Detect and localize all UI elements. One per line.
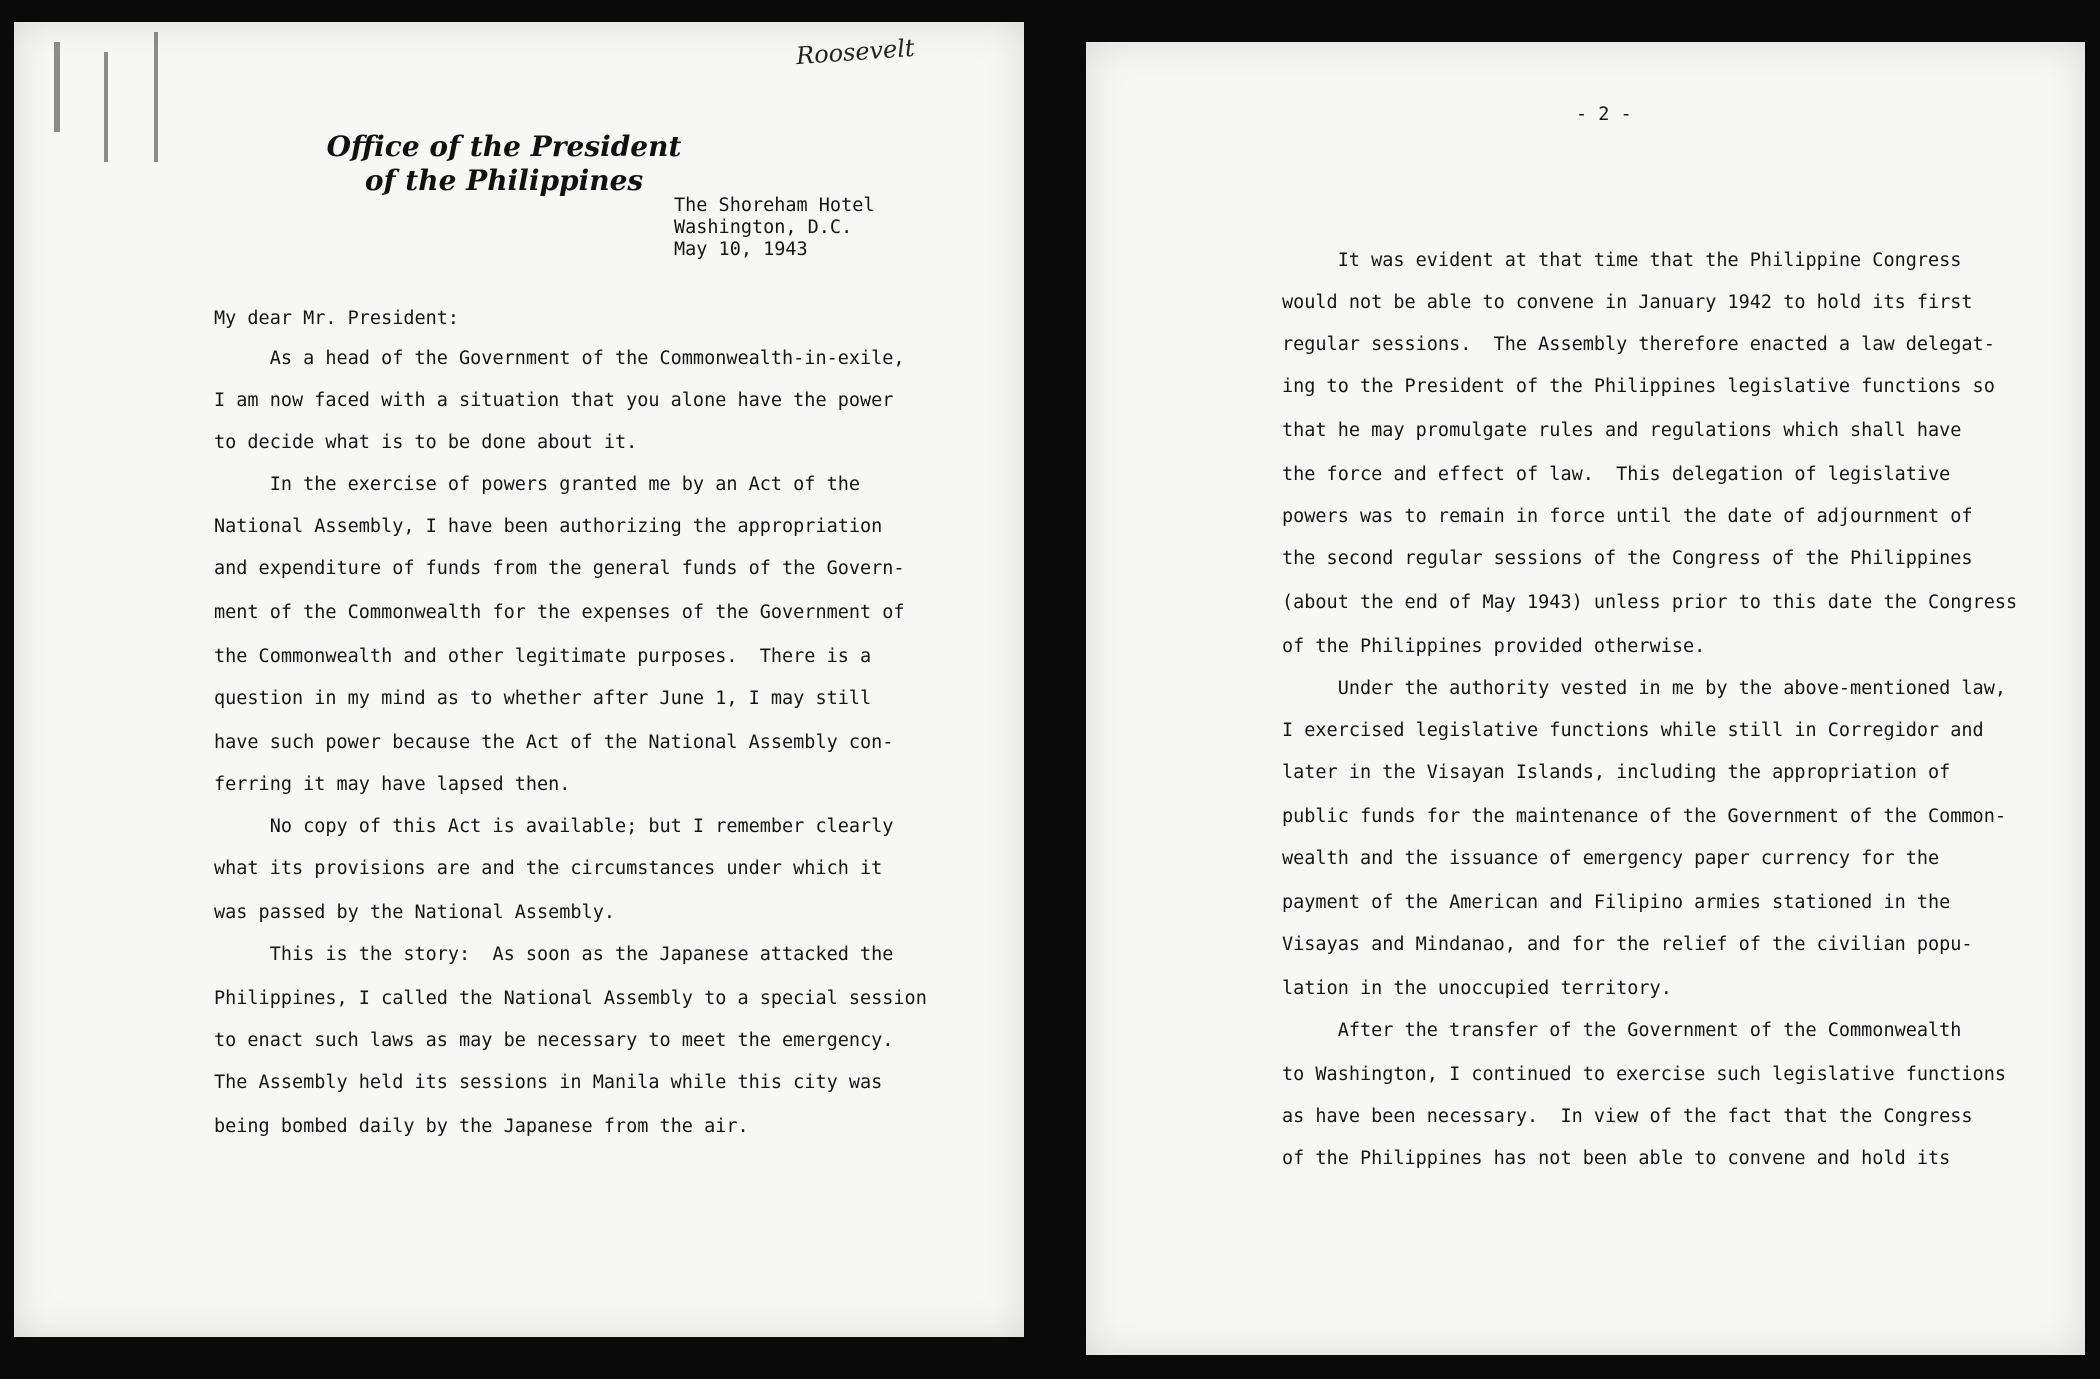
body-line: to decide what is to be done about it. [214, 432, 638, 453]
body-line: question in my mind as to whether after June 1, I may still [214, 688, 872, 709]
address-line: Washington, D.C. [674, 217, 853, 238]
body-line: lation in the unoccupied territory. [1282, 978, 1672, 999]
margin-mark [104, 52, 108, 162]
body-line: public funds for the maintenance of the Government of the Common- [1282, 806, 2006, 827]
body-line: The Assembly held its sessions in Manila while this city was [214, 1072, 883, 1093]
body-line: Visayas and Mindanao, and for the relief of the civilian popu- [1282, 934, 1973, 955]
body-line: In the exercise of powers granted me by an Act of the [214, 474, 861, 495]
body-line: This is the story: As soon as the Japanese attacked the [214, 944, 894, 965]
body-line: I am now faced with a situation that you alone have the power [214, 390, 894, 411]
body-line: the Commonwealth and other legitimate purposes. There is a [214, 646, 872, 667]
body-line: that he may promulgate rules and regulations which shall have [1282, 420, 1962, 441]
body-line: as have been necessary. In view of the fact that the Congress [1282, 1106, 1973, 1127]
body-line: powers was to remain in force until the date of adjournment of [1282, 506, 1973, 527]
letter-body [214, 348, 927, 1137]
address-line: The Shoreham Hotel [674, 195, 875, 216]
body-line: regular sessions. The Assembly therefore enacted a law delegat- [1282, 334, 1995, 355]
body-line: of the Philippines has not been able to convene and hold its [1282, 1148, 1951, 1169]
body-line: what its provisions are and the circumstances under which it [214, 858, 883, 879]
body-line: I exercised legislative functions while still in Corregidor and [1282, 720, 1984, 741]
handwritten-note: Roosevelt [795, 33, 916, 71]
margin-mark [54, 42, 60, 132]
body-line: later in the Visayan Islands, including the appropriation of [1282, 762, 1951, 783]
body-line: to enact such laws as may be necessary to meet the emergency. [214, 1030, 894, 1051]
letterhead-line: Office of the President [326, 130, 682, 163]
body-line: would not be able to convene in January 1942 to hold its first [1282, 292, 1973, 313]
body-line: the second regular sessions of the Congress of the Philippines [1282, 548, 1973, 569]
body-line: payment of the American and Filipino armies stationed in the [1282, 892, 1951, 913]
body-line: No copy of this Act is available; but I remember clearly [214, 816, 894, 837]
body-line: to Washington, I continued to exercise such legislative functions [1282, 1064, 2006, 1085]
body-line: have such power because the Act of the National Assembly con- [214, 732, 894, 753]
body-line: National Assembly, I have been authorizing the appropriation [214, 516, 883, 537]
letter-body [1282, 250, 2018, 1169]
body-line: Philippines, I called the National Assembly to a special session [214, 988, 927, 1009]
page-number: - 2 - [1576, 104, 1632, 125]
body-line: wealth and the issuance of emergency paper currency for the [1282, 848, 1940, 869]
body-line: being bombed daily by the Japanese from the air. [214, 1116, 749, 1137]
body-line: the force and effect of law. This delegation of legislative [1282, 464, 1951, 485]
body-line: Under the authority vested in me by the above-mentioned law, [1282, 678, 2006, 699]
address-line: May 10, 1943 [674, 239, 808, 260]
body-line: ment of the Commonwealth for the expenses of the Government of [214, 602, 905, 623]
body-line: was passed by the National Assembly. [214, 902, 615, 923]
margin-mark [154, 32, 158, 162]
letterhead-line: of the Philippines [364, 164, 644, 197]
letter-page-1 [14, 22, 1024, 1337]
address-block [674, 195, 874, 261]
letterhead [314, 130, 694, 198]
body-line: (about the end of May 1943) unless prior to this date the Congress [1282, 592, 2018, 613]
salutation: My dear Mr. President: [214, 308, 460, 329]
body-line: ing to the President of the Philippines legislative functions so [1282, 376, 1995, 397]
body-line: of the Philippines provided otherwise. [1282, 636, 1706, 657]
body-line: After the transfer of the Government of the Commonwealth [1282, 1020, 1962, 1041]
body-line: ferring it may have lapsed then. [214, 774, 571, 795]
body-line: It was evident at that time that the Philippine Congress [1282, 250, 1962, 271]
body-line: As a head of the Government of the Commonwealth-in-exile, [214, 348, 905, 369]
body-line: and expenditure of funds from the general funds of the Govern- [214, 558, 905, 579]
letter-page-2 [1086, 42, 2085, 1355]
